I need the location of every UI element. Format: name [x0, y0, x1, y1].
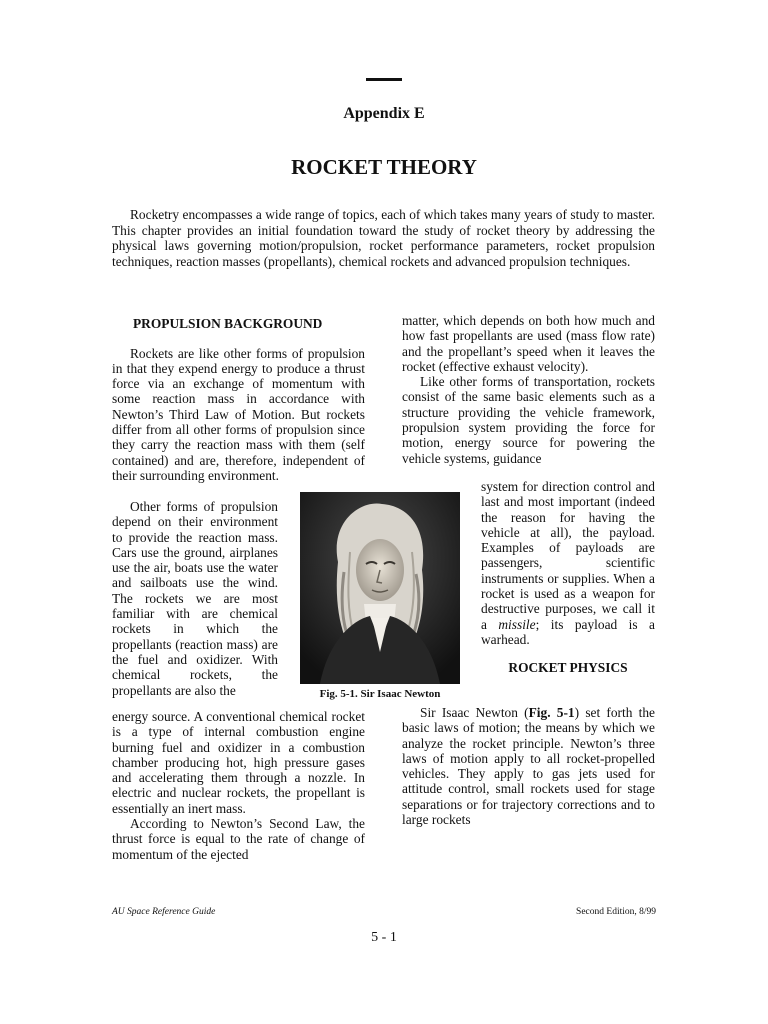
missile-term: missile — [498, 616, 536, 632]
rocket-physics-heading: ROCKET PHYSICS — [508, 660, 628, 676]
right-paragraph-2b-text: system for direction control and last and most important (indeed the reason for having the vehicle at all), the payload. Examples of payloads are passengers, scientific instruments or supplies. When a rocket is used as a weapon for destructive purposes, we call it a — [481, 479, 655, 632]
top-rule — [366, 78, 402, 81]
right-column-top — [402, 313, 655, 466]
left-column-bottom — [112, 709, 365, 862]
figure-reference: Fig. 5-1 — [528, 705, 575, 720]
intro-text: Rocketry encompasses a wide range of topics, each of which takes many years of study to master. This chapter provides an initial foundation toward the study of rocket theory by addressing the physical laws governing motion/propulsion, rocket performance parameters, rocket propulsion techniques, reaction masses (propellants), chemical rockets and advanced propulsion techniques. — [112, 207, 655, 269]
left-paragraph-2b: energy source. A conventional chemical rocket is a type of internal combustion engine burning fuel and oxidizer in a combustion chamber producing hot, high pressure gases and accelerating them through a nozzle. In electric and nuclear rockets, the propellant is essentially an inert mass. — [112, 709, 365, 816]
right-paragraph-2b — [481, 479, 655, 647]
newton-text-start: Sir Isaac Newton ( — [420, 705, 529, 720]
right-column-narrow — [481, 479, 655, 676]
right-paragraph-1: matter, which depends on both how much and how fast propellants are used (mass flow rate) and the propellant’s speed when it leaves the rocket (effective exhaust velocity). — [402, 313, 655, 374]
left-paragraph-1: Rockets are like other forms of propulsion in that they expend energy to produce a thrust force via an exchange of momentum with some reaction mass in accordance with Newton’s Third Law of Motion. But rockets differ from all other forms of propulsion since they carry the reaction mass with them (self contained) and are, therefore, independent of their surrounding environment. — [112, 345, 365, 483]
figure-caption: Fig. 5-1. Sir Isaac Newton — [319, 688, 441, 700]
footer-guide-title: AU Space Reference Guide — [112, 907, 216, 917]
newton-text-rest: ) set forth the basic laws of motion; the means by which we analyze the rocket principle. Newton’s three laws of motion apply to all rocket-propelled vehicles. They apply to gas jets used for attitude control, small rockets used for stage separations or for trajectory corrections and to large rockets — [402, 705, 656, 828]
right-column-bottom — [402, 705, 655, 827]
right-paragraph-2a: Like other forms of transportation, rockets consist of the same basic elements such as a structure providing the vehicle framework, propulsion system providing the force for motion, energy source for powering the vehicle systems, guidance — [402, 374, 655, 466]
newton-portrait — [300, 492, 460, 684]
left-paragraph-3: According to Newton’s Second Law, the thrust force is equal to the rate of change of momentum of the ejected — [112, 816, 365, 862]
right-paragraph-2b-end: ; its payload is a warhead. — [481, 616, 655, 647]
left-column-narrow — [112, 499, 278, 698]
intro-paragraph — [112, 207, 655, 269]
appendix-label: Appendix E — [343, 105, 425, 122]
page-title: ROCKET THEORY — [291, 155, 477, 179]
newton-portrait-image — [300, 492, 460, 684]
footer-edition: Second Edition, 8/99 — [576, 907, 656, 917]
right-paragraph-3 — [402, 705, 655, 827]
left-column-top — [112, 316, 365, 483]
left-paragraph-2a: Other forms of propulsion depend on their environment to provide the reaction mass. Cars use the ground, airplanes use the air, boats use the water and sailboats use the wind. The rockets we are most familiar with are chemical rockets in which the propellants (reaction mass) are the fuel and oxidizer. With chemical rockets, the propellants are also the — [112, 499, 278, 698]
propulsion-background-heading: PROPULSION BACKGROUND — [133, 316, 323, 331]
page-number: 5 - 1 — [371, 930, 397, 945]
